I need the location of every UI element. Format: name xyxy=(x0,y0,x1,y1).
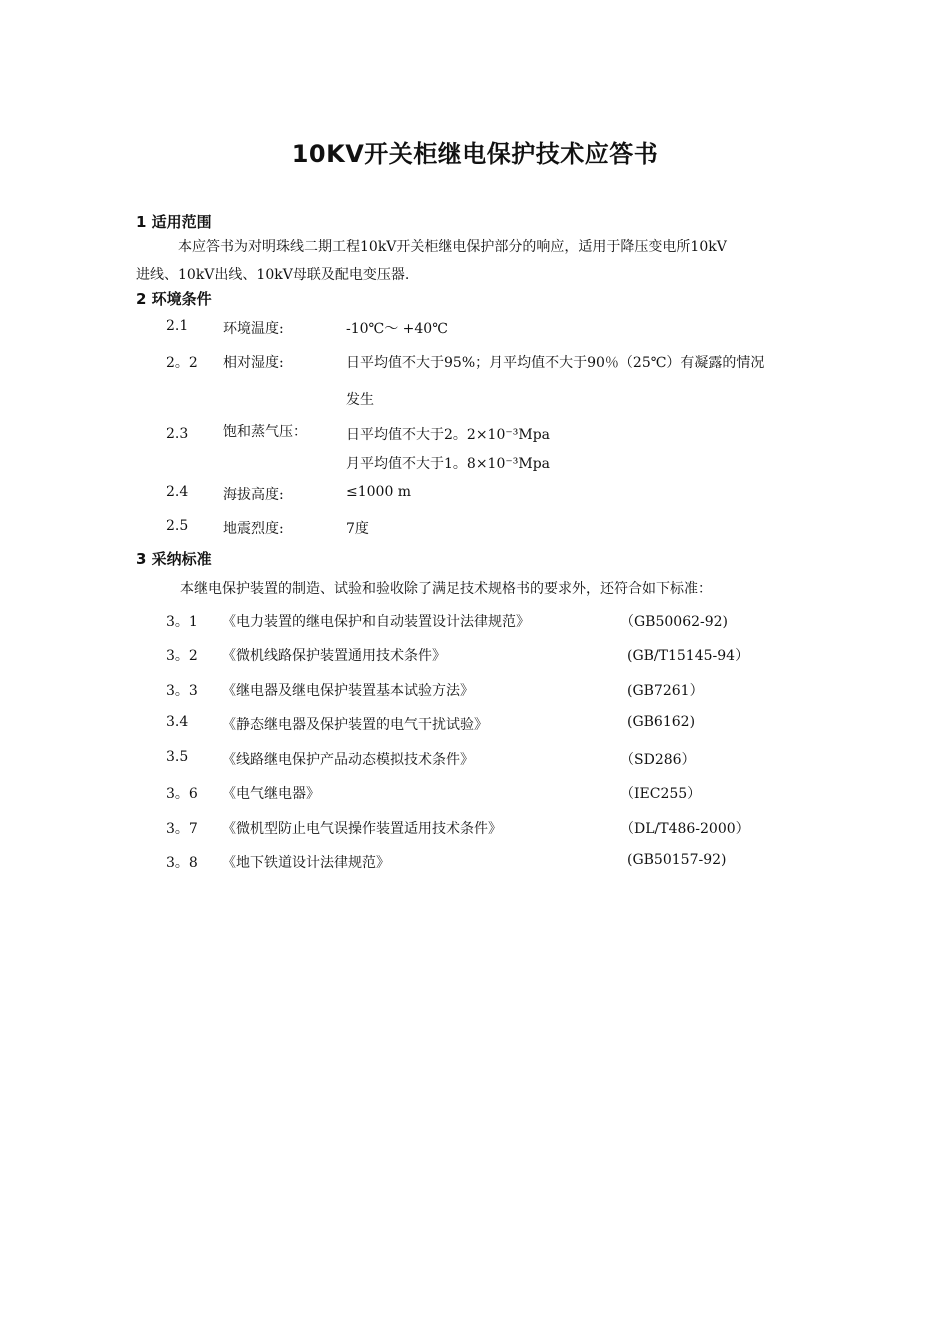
standard-name: 《微机型防止电气误操作装置适用技术条件》 xyxy=(222,821,502,837)
standard-number: 3.5 xyxy=(166,749,189,765)
standard-code: （SD286） xyxy=(620,752,696,768)
standard-number: 3。6 xyxy=(166,786,198,802)
standard-code: (GB/T15145-94） xyxy=(627,648,750,664)
env-row-label: 饱和蒸气压： xyxy=(223,424,307,440)
env-row-value-continued: 月平均值不大于1。8×10⁻³Mpa xyxy=(346,456,551,472)
env-row-value: 7度 xyxy=(346,521,369,537)
env-row-value: 日平均值不大于2。2×10⁻³Mpa xyxy=(346,427,551,443)
section-3-intro: 本继电保护装置的制造、试验和验收除了满足技术规格书的要求外，还符合如下标准： xyxy=(180,581,712,597)
standard-name: 《线路继电保护产品动态模拟技术条件》 xyxy=(222,752,474,768)
env-row-label: 海拔高度: xyxy=(223,487,284,503)
env-row-number: 2。2 xyxy=(166,355,198,371)
env-row-value-continued: 发生 xyxy=(346,392,374,408)
env-row-number: 2.5 xyxy=(166,518,189,534)
document-title: 10KV开关柜继电保护技术应答书 xyxy=(291,140,659,168)
standard-code: (GB7261） xyxy=(627,683,704,699)
env-row-value: 日平均值不大于95%；月平均值不大于90％（25℃）有凝露的情况 xyxy=(346,355,765,371)
standard-name: 《电力装置的继电保护和自动装置设计法律规范》 xyxy=(222,614,530,630)
env-row-value: -10℃～ +40℃ xyxy=(346,321,448,337)
section-1-heading: 1 适用范围 xyxy=(136,213,212,231)
standard-number: 3.4 xyxy=(166,714,189,730)
standard-number: 3。7 xyxy=(166,821,198,837)
standard-code: （GB50062-92) xyxy=(620,614,729,630)
section-3-heading: 3 采纳标准 xyxy=(136,550,212,568)
standard-name: 《地下铁道设计法律规范》 xyxy=(222,855,390,871)
standard-name: 《继电器及继电保护装置基本试验方法》 xyxy=(222,683,474,699)
standard-code: （IEC255） xyxy=(620,786,702,802)
section-1-paragraph-line-2: 进线、10kV出线、10kV母联及配电变压器. xyxy=(136,267,410,283)
env-row-number: 2.1 xyxy=(166,318,189,334)
env-row-label: 相对湿度: xyxy=(223,355,284,371)
standard-name: 《静态继电器及保护装置的电气干扰试验》 xyxy=(222,717,488,733)
env-row-number: 2.4 xyxy=(166,484,189,500)
env-row-value: ≤1000 m xyxy=(346,484,412,500)
env-row-label: 环境温度: xyxy=(223,321,284,337)
env-row-number: 2.3 xyxy=(166,426,189,442)
section-2-heading: 2 环境条件 xyxy=(136,290,212,308)
standard-number: 3。1 xyxy=(166,614,198,630)
standard-code: (GB50157-92) xyxy=(627,852,727,868)
standard-number: 3。8 xyxy=(166,855,198,871)
standard-code: （DL/T486-2000） xyxy=(620,821,750,837)
env-row-label: 地震烈度: xyxy=(223,521,284,537)
standard-name: 《电气继电器》 xyxy=(222,786,320,802)
standard-number: 3。3 xyxy=(166,683,198,699)
standard-code: (GB6162) xyxy=(627,714,696,730)
section-1-paragraph-line-1: 本应答书为对明珠线二期工程10kV开关柜继电保护部分的响应，适用于降压变电所10kV xyxy=(178,239,727,255)
standard-name: 《微机线路保护装置通用技术条件》 xyxy=(222,648,446,664)
standard-number: 3。2 xyxy=(166,648,198,664)
